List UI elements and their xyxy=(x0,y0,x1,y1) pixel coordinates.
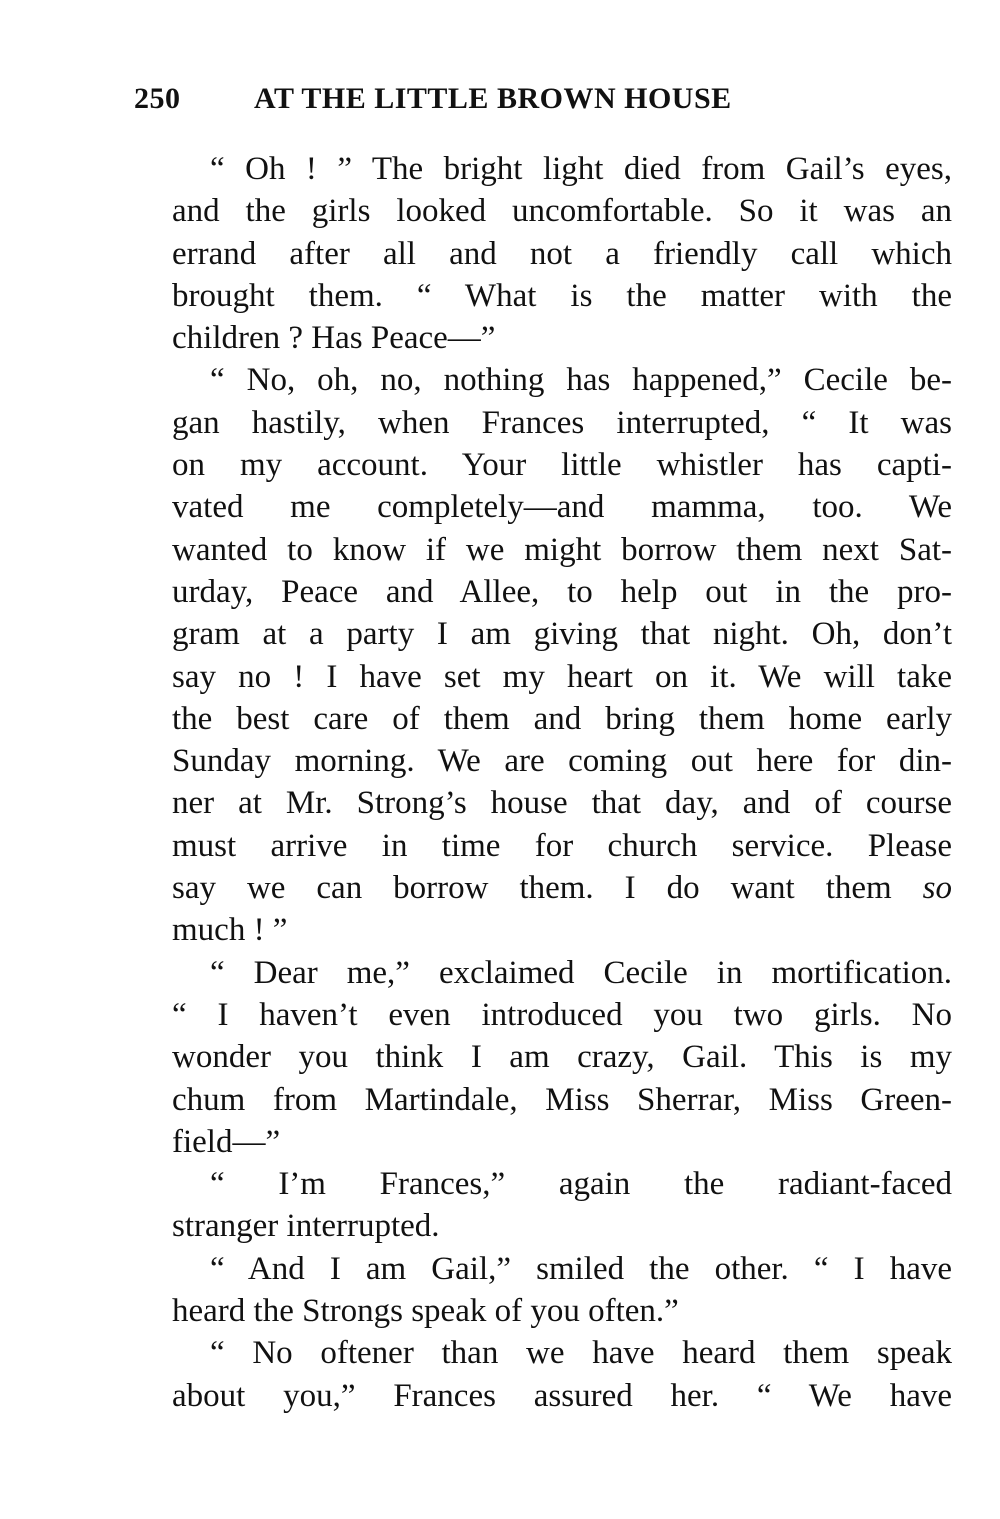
emphasized-word: so xyxy=(922,870,952,907)
text-line: much ! ” xyxy=(172,912,288,949)
paragraph xyxy=(134,148,952,359)
text-line: gan hastily, when Frances interrupted, “ It was xyxy=(172,404,952,441)
text-line: “ And I am Gail,” smiled the other. “ I have xyxy=(210,1250,952,1287)
text-line: must arrive in time for church service. Please xyxy=(172,827,952,864)
text-line: ner at Mr. Strong’s house that day, and of course xyxy=(172,785,952,822)
text-line: “ Dear me,” exclaimed Cecile in mortification. xyxy=(210,954,952,991)
page-number: 250 xyxy=(134,82,181,115)
paragraph xyxy=(134,1332,952,1417)
paragraph xyxy=(134,1163,952,1248)
body-text xyxy=(134,148,952,1417)
text-line: brought them. “ What is the matter with the xyxy=(172,277,952,314)
text-line: “ Oh ! ” The bright light died from Gail’s eyes, xyxy=(210,151,952,187)
text-line: heard the Strongs speak of you often.” xyxy=(172,1293,679,1330)
text-line: vated me completely—and mamma, too. We xyxy=(172,489,952,526)
text-line: stranger interrupted. xyxy=(172,1208,440,1245)
text-line: gram at a party I am giving that night. Oh, don’t xyxy=(172,616,952,653)
text-line: “ I haven’t even introduced you two girls. No xyxy=(172,996,952,1033)
text-line-with-emphasis xyxy=(134,867,952,909)
text-line: “ I’m Frances,” again the radiant-faced xyxy=(210,1166,952,1203)
paragraph xyxy=(134,952,952,1163)
paragraph xyxy=(134,359,952,951)
text-line: about you,” Frances assured her. “ We have xyxy=(172,1377,952,1414)
text-segment: say we can borrow them. I do want them xyxy=(172,870,892,907)
text-line: and the girls looked uncomfortable. So it was an xyxy=(172,193,952,230)
text-line: Sunday morning. We are coming out here for din- xyxy=(172,743,952,780)
text-line: say no ! I have set my heart on it. We will take xyxy=(172,658,952,695)
text-line: on my account. Your little whistler has capti- xyxy=(172,447,952,484)
paragraph xyxy=(134,1248,952,1333)
text-line: wanted to know if we might borrow them next Sat- xyxy=(172,531,952,568)
text-line: children ? Has Peace—” xyxy=(172,320,496,357)
text-line: the best care of them and bring them home early xyxy=(172,700,952,737)
text-line: errand after all and not a friendly call which xyxy=(172,235,952,272)
book-page xyxy=(134,82,952,1417)
text-line: “ No, oh, no, nothing has happened,” Cecile be- xyxy=(210,362,952,399)
text-line: field—” xyxy=(172,1123,281,1160)
running-title: AT THE LITTLE BROWN HOUSE xyxy=(254,82,732,115)
text-line: “ No oftener than we have heard them speak xyxy=(210,1335,952,1372)
text-line: wonder you think I am crazy, Gail. This is my xyxy=(172,1039,952,1076)
running-head xyxy=(134,82,952,128)
text-line: urday, Peace and Allee, to help out in the pro- xyxy=(172,573,952,610)
text-line: chum from Martindale, Miss Sherrar, Miss Green- xyxy=(172,1081,952,1118)
